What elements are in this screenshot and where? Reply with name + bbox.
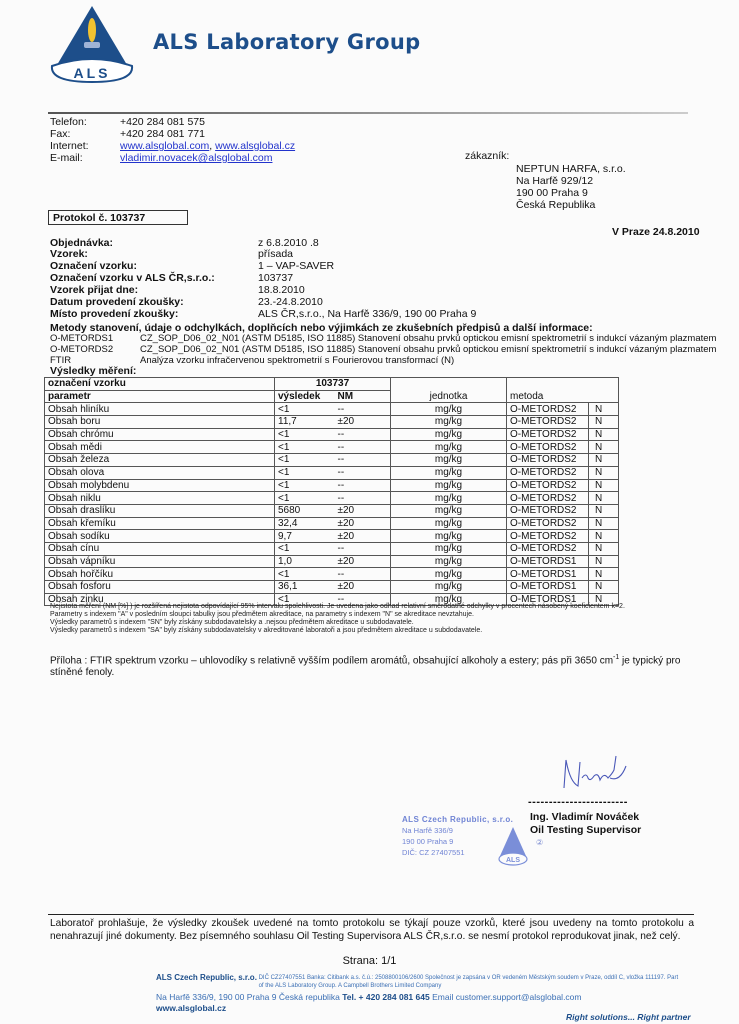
customer-country: Česká Republika — [516, 199, 596, 211]
accreditation-flag-cell: N — [589, 479, 619, 492]
result-cell: <1 — [275, 593, 335, 606]
table-row — [45, 517, 619, 530]
method-cell: O-METORDS1 — [507, 568, 589, 581]
sample-id: 103737 — [275, 378, 391, 391]
footer-email[interactable]: Email customer.support@alsglobal.com — [432, 992, 582, 1002]
unit-header: jednotka — [391, 378, 507, 403]
method-code: FTIR — [50, 355, 72, 366]
internet-label: Internet: — [50, 140, 89, 152]
table-row — [45, 403, 619, 416]
handwritten-signature — [560, 752, 630, 792]
parameter-cell: Obsah zinku — [45, 593, 275, 606]
unit-cell: mg/kg — [391, 466, 507, 479]
nm-header: NM — [335, 390, 391, 403]
nm-cell: ±20 — [335, 504, 391, 517]
footer-website[interactable]: www.alsglobal.cz — [156, 1003, 227, 1013]
table-row — [45, 441, 619, 454]
customer-city: 190 00 Praha 9 — [516, 187, 588, 199]
info-value: 103737 — [258, 272, 294, 284]
result-cell: <1 — [275, 441, 335, 454]
footer-address: Na Harfě 336/9, 190 00 Praha 9 Česká republika — [156, 992, 340, 1002]
signature-mark: ② — [536, 838, 544, 847]
parameter-cell: Obsah niklu — [45, 492, 275, 505]
table-row — [45, 416, 619, 429]
method-cell: O-METORDS1 — [507, 581, 589, 594]
subcontract-sn-note: Výsledky parametrů s indexem "SN" byly získány subdodavatelsky a .nejsou předmětem akreditace u subdodavatele. — [50, 619, 414, 626]
info-row — [50, 249, 293, 260]
methods-heading: Metody stanovení, údaje o odchylkách, doplňcích nebo výjimkách ze zkušebních předpisů a další informace: — [50, 322, 593, 334]
method-item — [50, 333, 716, 344]
unit-cell: mg/kg — [391, 555, 507, 568]
result-cell: 32,4 — [275, 517, 335, 530]
unit-cell: mg/kg — [391, 416, 507, 429]
footer-tel: Tel. + 420 284 081 645 — [342, 992, 430, 1002]
method-cell: O-METORDS2 — [507, 492, 589, 505]
method-item — [50, 344, 716, 355]
method-cell: O-METORDS2 — [507, 403, 589, 416]
method-cell: O-METORDS1 — [507, 555, 589, 568]
table-row — [45, 568, 619, 581]
email-link[interactable]: vladimir.novacek@alsglobal.com — [120, 152, 273, 164]
annex-main: Příloha : FTIR spektrum vzorku – uhlovodíky s relativně vyšším podílem aromátů, obsahující alkoholy a estery; pás při 3650 cm — [50, 655, 614, 667]
unit-cell: mg/kg — [391, 581, 507, 594]
info-key: Objednávka: — [50, 237, 114, 249]
info-key: Označení vzorku v ALS ČR,s.r.o.: — [50, 272, 215, 284]
accreditation-flag-cell: N — [589, 428, 619, 441]
parameter-cell: Obsah křemíku — [45, 517, 275, 530]
parameter-cell: Obsah železa — [45, 454, 275, 467]
stamp-logo-icon — [498, 826, 528, 866]
unit-cell: mg/kg — [391, 454, 507, 467]
method-cell: O-METORDS2 — [507, 530, 589, 543]
info-key: Označení vzorku: — [50, 260, 137, 272]
accreditation-flag-cell: N — [589, 542, 619, 555]
sample-label: označení vzorku — [45, 378, 275, 391]
result-cell: 36,1 — [275, 581, 335, 594]
info-key: Místo provedení zkoušky: — [50, 308, 179, 320]
table-row — [45, 492, 619, 505]
info-value: 18.8.2010 — [258, 284, 305, 296]
contact-phone-row — [50, 116, 205, 128]
unit-cell: mg/kg — [391, 504, 507, 517]
customer-street: Na Harfě 929/12 — [516, 175, 594, 187]
parameter-cell: Obsah draslíku — [45, 504, 275, 517]
uncertainty-note: Nejistota měření (NM [%] ) je rozšířená nejistota odpovídající 95% intervalu spolehlivosti. Je uvedena jako odhad relativní směrodatné odchylky v procentech násobený koeficientem k=2. — [50, 603, 625, 610]
results-table — [44, 377, 619, 606]
result-cell: <1 — [275, 403, 335, 416]
nm-cell: -- — [335, 492, 391, 505]
lab-declaration: Laboratoř prohlašuje, že výsledky zkoušek uvedené na tomto protokolu se týkají pouze vzorků, které jsou uvedeny na tomto protokolu a nenahrazují jiné dokumenty. Bez písemného souhlasu Oil Testing Supervisora ALS ČR,s.r.o. se nesmí protokol reprodukovat jinak, než celý. — [50, 918, 694, 942]
signature-line: ------------------------ — [528, 796, 628, 808]
result-cell: <1 — [275, 479, 335, 492]
info-key: Datum provedení zkoušky: — [50, 296, 184, 308]
annex-text — [50, 652, 700, 679]
footer-company-name: ALS Czech Republic, s.r.o. — [156, 973, 257, 982]
stamp-city: 190 00 Praha 9 — [402, 837, 454, 846]
accreditation-flag-cell: N — [589, 581, 619, 594]
info-row — [50, 285, 305, 296]
stamp-company: ALS Czech Republic, s.r.o. — [402, 815, 514, 824]
stamp-street: Na Harfě 336/9 — [402, 826, 453, 835]
info-row — [50, 297, 323, 308]
signatory-role: Oil Testing Supervisor — [530, 824, 642, 836]
info-row — [50, 309, 476, 320]
unit-cell: mg/kg — [391, 403, 507, 416]
method-code: O-METORDS2 — [50, 344, 114, 355]
nm-cell: -- — [335, 454, 391, 467]
info-row — [50, 273, 293, 284]
parameter-header: parametr — [45, 390, 275, 403]
parameter-cell: Obsah sodíku — [45, 530, 275, 543]
table-row — [45, 454, 619, 467]
nm-cell: ±20 — [335, 416, 391, 429]
parameter-cell: Obsah cínu — [45, 542, 275, 555]
company-stamp — [402, 814, 513, 858]
unit-cell: mg/kg — [391, 568, 507, 581]
parameter-cell: Obsah vápníku — [45, 555, 275, 568]
als-logo — [48, 4, 136, 84]
method-cell: O-METORDS2 — [507, 466, 589, 479]
parameter-cell: Obsah molybdenu — [45, 479, 275, 492]
method-header: metoda — [507, 378, 619, 403]
results-heading: Výsledky měření: — [50, 365, 137, 377]
footer-company-legal: DIČ CZ27407551 Banka: Citibank a.s. č.ú.: 2508800106/2600 Společnost je zapsána v OR vedeném Městským soudem v Praze, oddíl C, vložka 111197. Part of the ALS Laboratory Group. A Campbell Brothers Limited Company — [258, 975, 679, 989]
unit-cell: mg/kg — [391, 479, 507, 492]
footer-address-line — [156, 992, 582, 1002]
info-value: přísada — [258, 248, 294, 260]
annex-end: je typický pro stíněné fenoly. — [50, 655, 681, 679]
result-cell: 1,0 — [275, 555, 335, 568]
table-row — [45, 466, 619, 479]
method-cell: O-METORDS2 — [507, 441, 589, 454]
phone-value: +420 284 081 575 — [120, 116, 205, 128]
signatory-name: Ing. Vladimír Nováček — [530, 811, 640, 823]
accreditation-flag-cell: N — [589, 555, 619, 568]
method-cell: O-METORDS2 — [507, 504, 589, 517]
accreditation-flag-cell: N — [589, 466, 619, 479]
unit-cell: mg/kg — [391, 428, 507, 441]
accreditation-flag-cell: N — [589, 454, 619, 467]
nm-cell: -- — [335, 441, 391, 454]
info-value: ALS ČR,s.r.o., Na Harfě 336/9, 190 00 Praha 9 — [258, 308, 477, 320]
result-cell: 11,7 — [275, 416, 335, 429]
parameter-cell: Obsah chrómu — [45, 428, 275, 441]
info-value: z 6.8.2010 .8 — [258, 237, 319, 249]
page-number: Strana: 1/1 — [342, 955, 397, 967]
result-cell: <1 — [275, 568, 335, 581]
annex-superscript: -1 — [613, 654, 620, 661]
contact-fax-row — [50, 128, 205, 140]
nm-cell: -- — [335, 593, 391, 606]
table-row — [45, 530, 619, 543]
parameter-cell: Obsah mědi — [45, 441, 275, 454]
unit-cell: mg/kg — [391, 530, 507, 543]
phone-label: Telefon: — [50, 116, 87, 128]
logo-flame-icon — [88, 18, 96, 42]
info-value: 1 – VAP-SAVER — [258, 260, 335, 272]
parameter-cell: Obsah hliníku — [45, 403, 275, 416]
parameter-cell: Obsah hořčíku — [45, 568, 275, 581]
footer-divider — [48, 914, 694, 915]
accreditation-flag-cell: N — [589, 441, 619, 454]
nm-cell: ±20 — [335, 581, 391, 594]
unit-cell: mg/kg — [391, 492, 507, 505]
method-cell: O-METORDS2 — [507, 479, 589, 492]
info-key: Vzorek: — [50, 248, 88, 260]
footer-slogan: Right solutions... Right partner — [566, 1012, 691, 1022]
method-cell: O-METORDS2 — [507, 454, 589, 467]
result-cell: <1 — [275, 428, 335, 441]
customer-label: zákazník: — [465, 150, 510, 162]
fax-value: +420 284 081 771 — [120, 128, 205, 140]
nm-cell: ±20 — [335, 530, 391, 543]
nm-cell: ±20 — [335, 517, 391, 530]
table-row — [45, 504, 619, 517]
accreditation-flag-cell: N — [589, 492, 619, 505]
method-description: CZ_SOP_D06_02_N01 (ASTM D5185, ISO 11885) Stanovení obsahu prvků optickou emisní spektrometrií s indukcí vázaným plazmatem — [140, 333, 717, 344]
method-cell: O-METORDS2 — [507, 428, 589, 441]
method-description: CZ_SOP_D06_02_N01 (ASTM D5185, ISO 11885) Stanovení obsahu prvků optickou emisní spektrometrií s indukcí vázaným plazmatem — [140, 344, 717, 355]
unit-cell: mg/kg — [391, 593, 507, 606]
result-cell: <1 — [275, 492, 335, 505]
nm-cell: -- — [335, 428, 391, 441]
parameter-cell: Obsah boru — [45, 416, 275, 429]
table-header-sample — [45, 378, 619, 391]
protocol-number: Protokol č. 103737 — [48, 210, 188, 225]
table-row — [45, 555, 619, 568]
method-cell: O-METORDS2 — [507, 542, 589, 555]
nm-cell: -- — [335, 568, 391, 581]
company-legal-line — [156, 974, 679, 990]
accreditation-flag-cell: N — [589, 504, 619, 517]
place-date: V Praze 24.8.2010 — [612, 226, 700, 238]
accreditation-flag-cell: N — [589, 593, 619, 606]
parameter-cell: Obsah fosforu — [45, 581, 275, 594]
nm-cell: -- — [335, 542, 391, 555]
nm-cell: -- — [335, 466, 391, 479]
nm-cell: ±20 — [335, 555, 391, 568]
accreditation-flag-cell: N — [589, 403, 619, 416]
result-cell: <1 — [275, 454, 335, 467]
unit-cell: mg/kg — [391, 517, 507, 530]
accreditation-flag-cell: N — [589, 517, 619, 530]
stamp-logo-text: ALS — [506, 857, 520, 864]
website-link-cz[interactable]: www.alsglobal.cz — [215, 140, 296, 152]
contact-email-row — [50, 152, 272, 164]
subcontract-sa-note: Výsledky parametrů s indexem "SA" byly získány subdodavatelsky v akreditované laboratoři a jsou předmětem akreditace u subdodavatele. — [50, 627, 483, 634]
result-cell: <1 — [275, 466, 335, 479]
table-row — [45, 428, 619, 441]
accreditation-note: Parametry s indexem "A" v posledním sloupci tabulky jsou předmětem akreditace, na parametry s indexem "N" se akreditace nevztahuje. — [50, 611, 474, 618]
logo-text: ALS — [73, 65, 111, 81]
table-row — [45, 479, 619, 492]
accreditation-flag-cell: N — [589, 530, 619, 543]
nm-cell: -- — [335, 403, 391, 416]
accreditation-flag-cell: N — [589, 416, 619, 429]
unit-cell: mg/kg — [391, 542, 507, 555]
info-row — [50, 261, 334, 272]
method-cell: O-METORDS2 — [507, 517, 589, 530]
parameter-cell: Obsah olova — [45, 466, 275, 479]
email-label: E-mail: — [50, 152, 83, 164]
unit-cell: mg/kg — [391, 441, 507, 454]
result-cell: 5680 — [275, 504, 335, 517]
info-key: Vzorek přijat dne: — [50, 284, 139, 296]
fax-label: Fax: — [50, 128, 71, 140]
result-header: výsledek — [275, 390, 335, 403]
accreditation-flag-cell: N — [589, 568, 619, 581]
table-row — [45, 581, 619, 594]
method-cell: O-METORDS1 — [507, 593, 589, 606]
result-cell: <1 — [275, 542, 335, 555]
header-divider — [48, 112, 688, 114]
method-description: Analýza vzorku infračervenou spektrometrií s Fourierovou transformací (N) — [140, 355, 455, 366]
contact-internet-row — [50, 140, 295, 152]
website-link-com[interactable]: www.alsglobal.com — [120, 140, 210, 152]
info-value: 23.-24.8.2010 — [258, 296, 323, 308]
table-row — [45, 542, 619, 555]
stamp-tax-id: DIČ: CZ 27407551 — [402, 848, 465, 857]
method-cell: O-METORDS2 — [507, 416, 589, 429]
nm-cell: -- — [335, 479, 391, 492]
customer-name: NEPTUN HARFA, s.r.o. — [516, 163, 626, 175]
brand-name: ALS Laboratory Group — [153, 30, 421, 54]
website-separator: , — [209, 140, 216, 152]
result-cell: 9,7 — [275, 530, 335, 543]
method-code: O-METORDS1 — [50, 333, 114, 344]
